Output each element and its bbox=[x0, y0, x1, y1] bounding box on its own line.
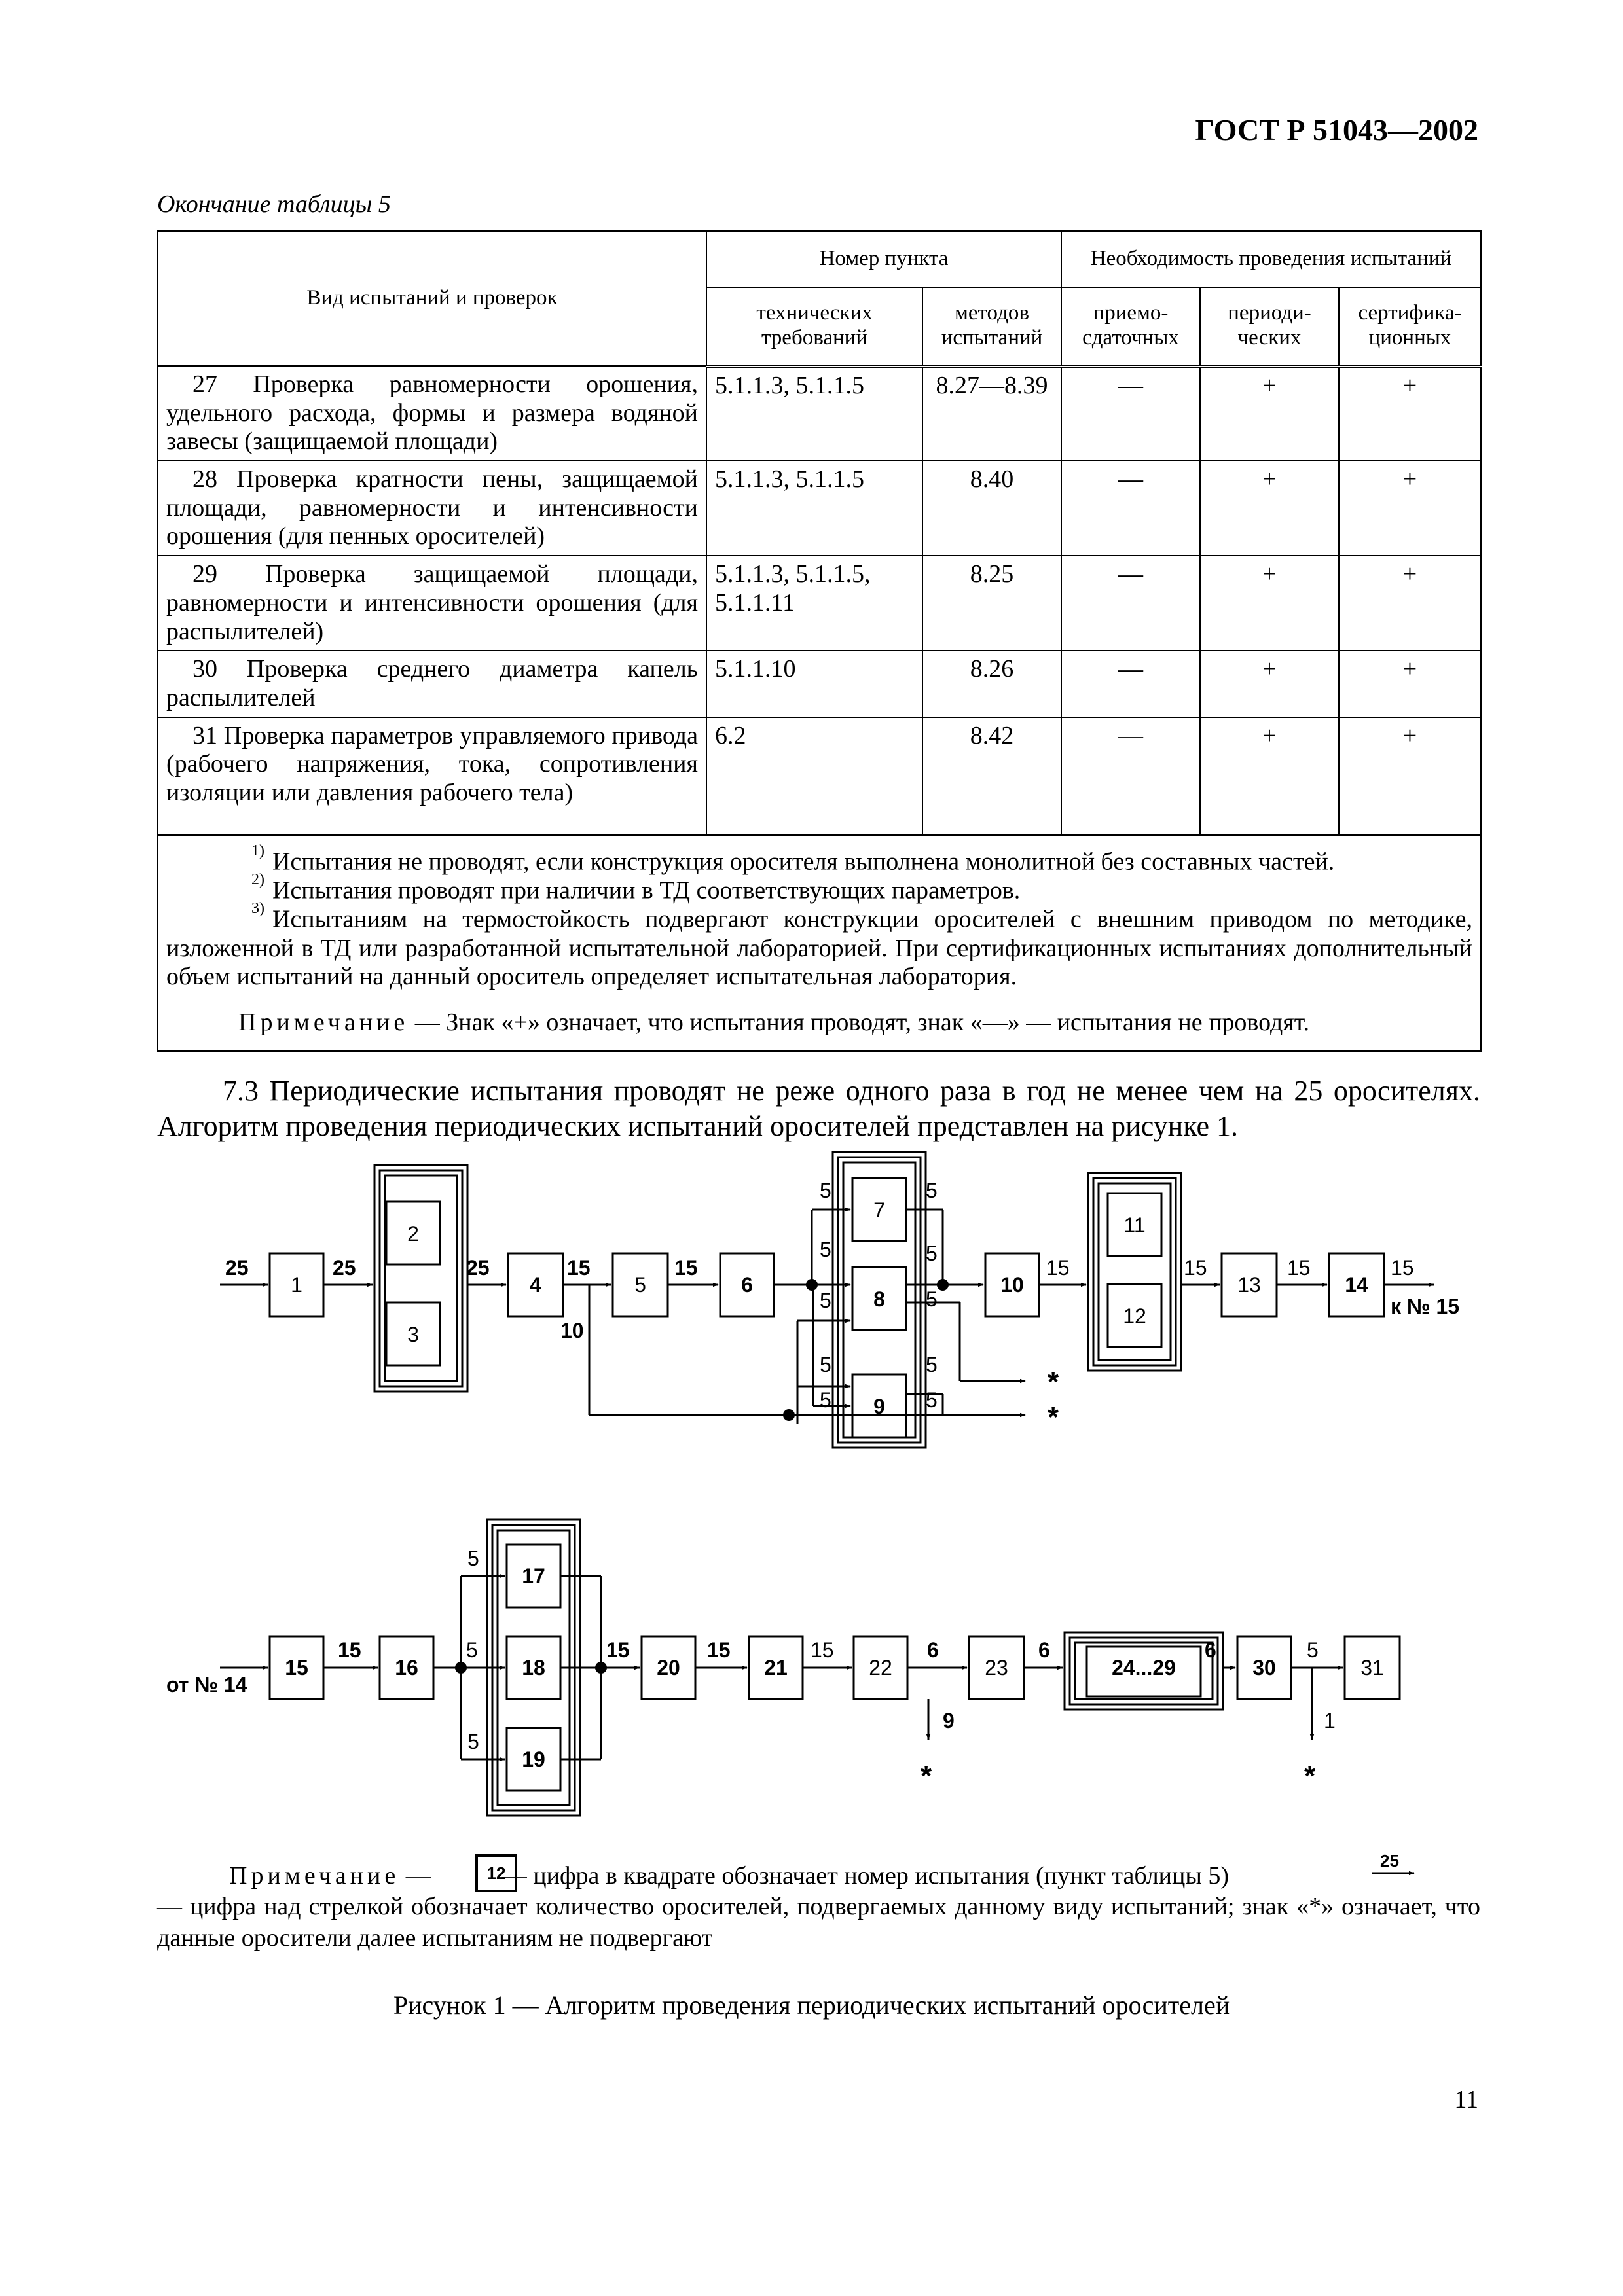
row-name: 28 Проверка кратности пены, защищаемой площади, равномерности и интенсивности орошения (для пенных оросителей) bbox=[158, 461, 706, 556]
header-certification: сертифика-ционных bbox=[1339, 287, 1481, 366]
count-label: 5 bbox=[926, 1388, 938, 1412]
row-cert: + bbox=[1339, 366, 1481, 461]
count-label: 5 bbox=[467, 1730, 479, 1753]
box-6: 6 bbox=[741, 1273, 753, 1297]
row-periodic: + bbox=[1200, 651, 1339, 717]
count-label: 5 bbox=[1307, 1638, 1319, 1662]
box-31: 31 bbox=[1360, 1656, 1384, 1679]
count-label: 6 bbox=[927, 1638, 939, 1662]
page-number: 11 bbox=[1454, 2086, 1478, 2113]
count-label: 15 bbox=[1046, 1256, 1070, 1280]
count-label: 15 bbox=[811, 1638, 834, 1662]
row-method: 8.27—8.39 bbox=[922, 366, 1061, 461]
star-mark: * bbox=[1048, 1366, 1059, 1398]
count-label: 15 bbox=[1184, 1256, 1207, 1280]
count-label: 15 bbox=[567, 1256, 591, 1280]
count-label: 5 bbox=[926, 1179, 938, 1202]
to-label: к № 15 bbox=[1391, 1295, 1460, 1318]
count-label: 15 bbox=[1391, 1256, 1414, 1280]
star-mark: * bbox=[921, 1760, 932, 1792]
row-periodic: + bbox=[1200, 717, 1339, 835]
box-2: 2 bbox=[407, 1222, 419, 1246]
table-note: Примечание — Знак «+» означает, что испытания проводят, знак «—» — испытания не проводят. bbox=[238, 1008, 1310, 1036]
row-tech: 5.1.1.3, 5.1.1.5, 5.1.1.11 bbox=[706, 556, 922, 651]
count-label: 6 bbox=[1205, 1638, 1216, 1662]
box-18: 18 bbox=[522, 1656, 545, 1679]
row-method: 8.25 bbox=[922, 556, 1061, 651]
footnote-2: $^{2)}$ Испытания проводят при наличии в ТД соответствующих параметров. bbox=[251, 870, 1021, 905]
footnote-1: $^{1)}$ Испытания не проводят, если конструкция оросителя выполнена монолитной без составных частей. bbox=[251, 842, 1335, 876]
count-label: 1 bbox=[1324, 1709, 1336, 1732]
row-acceptance: — bbox=[1061, 461, 1200, 556]
row-tech: 5.1.1.10 bbox=[706, 651, 922, 717]
count-label: 5 bbox=[820, 1353, 831, 1376]
box-19: 19 bbox=[522, 1748, 545, 1771]
star-mark: * bbox=[1304, 1760, 1316, 1792]
header-acceptance: приемо-сдаточных bbox=[1061, 287, 1200, 366]
count-label: 5 bbox=[926, 1353, 938, 1376]
count-label: 15 bbox=[674, 1256, 698, 1280]
row-acceptance: — bbox=[1061, 556, 1200, 651]
box-1: 1 bbox=[291, 1273, 302, 1297]
count-label: 5 bbox=[466, 1638, 478, 1662]
paragraph-7-3: 7.3 Периодические испытания проводят не реже одного раза в год не менее чем на 25 оросителях. Алгоритм проведения периодических испытаний оросителей представлен на рисунке 1. bbox=[157, 1075, 1480, 1142]
count-label: 15 bbox=[1287, 1256, 1311, 1280]
box-13: 13 bbox=[1237, 1273, 1261, 1297]
row-name: 30 Проверка среднего диаметра капель распылителей bbox=[158, 651, 706, 717]
header-tech-req: технических требований bbox=[706, 287, 922, 366]
count-label: 6 bbox=[1038, 1638, 1050, 1662]
figure-caption: Рисунок 1 — Алгоритм проведения периодических испытаний оросителей bbox=[393, 1990, 1230, 2020]
row-acceptance: — bbox=[1061, 651, 1200, 717]
box-3: 3 bbox=[407, 1323, 419, 1346]
box-21: 21 bbox=[764, 1656, 788, 1679]
box-10: 10 bbox=[1000, 1273, 1024, 1297]
header-necessity: Необходимость проведения испытаний bbox=[1061, 231, 1481, 287]
row-periodic: + bbox=[1200, 461, 1339, 556]
box-7: 7 bbox=[873, 1198, 885, 1222]
table-caption: Окончание таблицы 5 bbox=[157, 190, 391, 218]
count-label: 5 bbox=[820, 1289, 831, 1312]
row-acceptance: — bbox=[1061, 366, 1200, 461]
diagram-stars bbox=[921, 1366, 1316, 1792]
count-label: 15 bbox=[707, 1638, 731, 1662]
legend-arrow-count: 25 bbox=[1380, 1851, 1399, 1871]
count-label: 15 bbox=[338, 1638, 361, 1662]
box-9: 9 bbox=[873, 1395, 885, 1418]
row-method: 8.26 bbox=[922, 651, 1061, 717]
box-14: 14 bbox=[1345, 1273, 1368, 1297]
count-label: 15 bbox=[606, 1638, 630, 1662]
header-point-number: Номер пункта bbox=[706, 231, 1061, 287]
header-methods: методов испытаний bbox=[922, 287, 1061, 366]
row-name: 29 Проверка защищаемой площади, равномерности и интенсивности орошения (для распылителей) bbox=[158, 556, 706, 651]
row-tech: 5.1.1.3, 5.1.1.5 bbox=[706, 366, 922, 461]
row-name: 27 Проверка равномерности орошения, удельного расхода, формы и размера водяной завесы (защищаемой площади) bbox=[158, 366, 706, 461]
row-method: 8.40 bbox=[922, 461, 1061, 556]
row-periodic: + bbox=[1200, 556, 1339, 651]
count-label: 25 bbox=[333, 1256, 356, 1280]
box-17: 17 bbox=[522, 1564, 545, 1588]
box-5: 5 bbox=[634, 1273, 646, 1297]
header-test-type: Вид испытаний и проверок bbox=[158, 231, 706, 366]
count-label: 5 bbox=[467, 1547, 479, 1570]
row-cert: + bbox=[1339, 717, 1481, 835]
box-23: 23 bbox=[985, 1656, 1008, 1679]
star-mark: * bbox=[1048, 1401, 1059, 1433]
box-8: 8 bbox=[873, 1287, 885, 1311]
count-label: 25 bbox=[225, 1256, 249, 1280]
row-cert: + bbox=[1339, 651, 1481, 717]
count-label: 9 bbox=[943, 1709, 955, 1732]
box-12: 12 bbox=[1123, 1304, 1146, 1328]
legend-text: — цифра над стрелкой обозначает количество оросителей, подвергаемых данному виду испытаний; знак «*» означает, что данные оросители далее испытаниям не подвергают bbox=[157, 1893, 1480, 1952]
legend-line-1: Примечание — — цифра в квадрате обозначает номер испытания (пункт таблицы 5) bbox=[229, 1862, 1230, 1890]
row-name: 31 Проверка параметров управляемого привода (рабочего напряжения, тока, сопротивления изоляции или давления рабочего тела) bbox=[158, 717, 706, 835]
count-label: 5 bbox=[926, 1287, 938, 1311]
row-cert: + bbox=[1339, 556, 1481, 651]
count-label: 10 bbox=[560, 1319, 584, 1342]
box-20: 20 bbox=[657, 1656, 680, 1679]
box-24-29: 24...29 bbox=[1112, 1656, 1176, 1679]
count-label: 5 bbox=[820, 1179, 831, 1202]
box-15: 15 bbox=[285, 1656, 308, 1679]
row-cert: + bbox=[1339, 461, 1481, 556]
header-periodic: периоди-ческих bbox=[1200, 287, 1339, 366]
row-acceptance: — bbox=[1061, 717, 1200, 835]
box-16: 16 bbox=[395, 1656, 418, 1679]
document-code: ГОСТ Р 51043—2002 bbox=[1195, 113, 1478, 147]
count-label: 5 bbox=[820, 1388, 831, 1412]
box-22: 22 bbox=[869, 1656, 892, 1679]
count-label: 5 bbox=[820, 1238, 831, 1261]
row-tech: 5.1.1.3, 5.1.1.5 bbox=[706, 461, 922, 556]
from-label: от № 14 bbox=[166, 1673, 247, 1696]
box-11: 11 bbox=[1123, 1213, 1146, 1237]
legend-box-number: 12 bbox=[486, 1863, 506, 1883]
row-tech: 6.2 bbox=[706, 717, 922, 835]
box-30: 30 bbox=[1252, 1656, 1276, 1679]
row-periodic: + bbox=[1200, 366, 1339, 461]
count-label: 25 bbox=[466, 1256, 490, 1280]
box-4: 4 bbox=[530, 1273, 541, 1297]
count-label: 5 bbox=[926, 1242, 938, 1265]
footnote-3: $^{3)}$ Испытаниям на термостойкость подвергают конструкции оросителей с внешним приводом по методике, изложенной в ТД или разработанной испытательной лабораторией. При сертификационных испытаниях дополнительный объем испытаний на данный ороситель определяет испытательная лаборатория. bbox=[166, 900, 1473, 991]
row-method: 8.42 bbox=[922, 717, 1061, 835]
